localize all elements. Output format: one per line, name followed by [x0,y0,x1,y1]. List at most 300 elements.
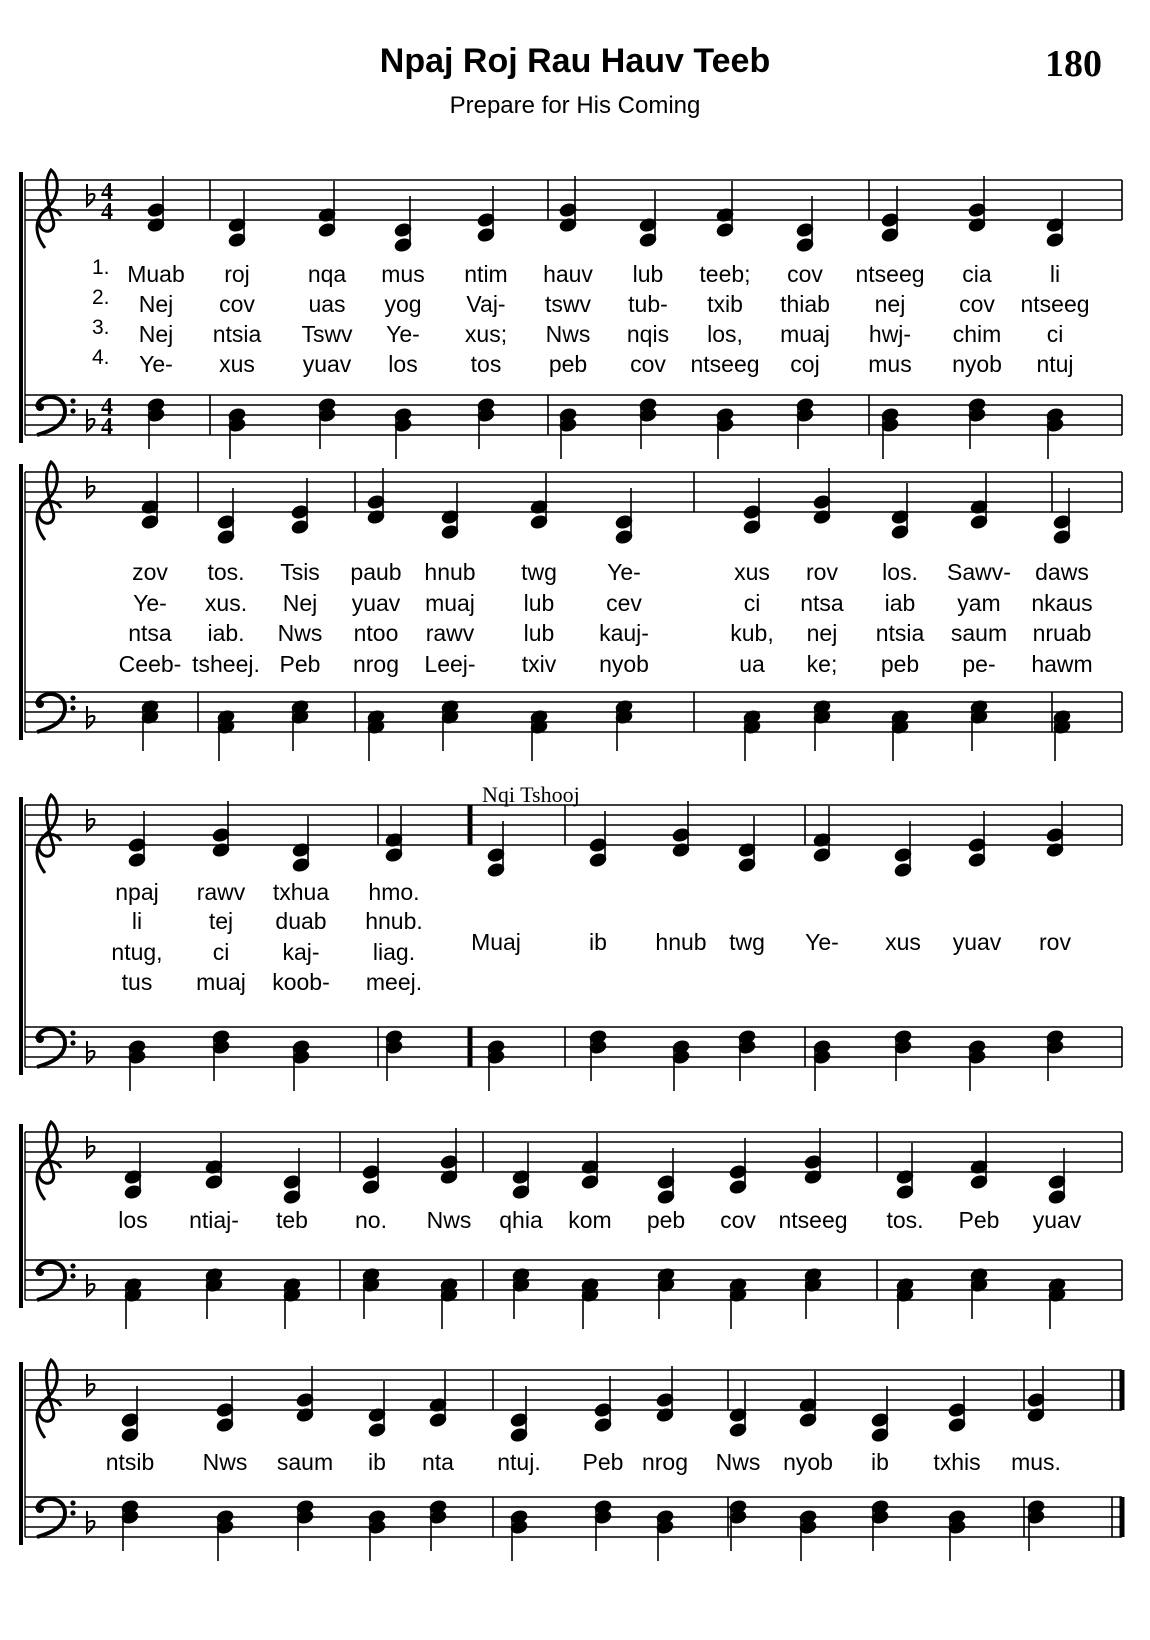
notehead [743,505,761,520]
notehead [291,505,309,520]
lyric-syllable: Tswv [301,321,353,347]
lyric-syllable: tos. [886,1207,924,1233]
notehead [394,238,412,253]
lyric-syllable: rov [806,559,838,585]
lyric-syllable: Sawv- [947,559,1011,585]
lyric-syllable: cov [720,1207,756,1233]
lyric-syllable: qhia [499,1207,543,1233]
lyric-syllable: Peb [582,1449,624,1475]
refrain-lyrics [118,1207,1081,1233]
verse-number: 3. [92,316,110,339]
lyric-syllable: kom [568,1207,612,1233]
lyric-syllable: Nws [715,1449,761,1475]
lyric-syllable: peb [646,1207,686,1233]
bass-staff [25,394,1122,459]
bass-clef-icon [36,403,44,411]
bass-clef-icon [70,695,75,700]
notehead [1046,233,1064,248]
lyric-syllable: li [131,908,143,934]
lyric-syllable: yuav [952,929,1002,955]
lyric-syllable: Nej [282,590,318,616]
lyric-syllable: peb [548,351,588,377]
lyric-syllable: hnub. [365,908,423,934]
lyric-syllable: Muab [127,261,185,287]
flat-sign-icon [87,476,95,498]
notehead [594,1403,612,1418]
notehead [291,520,309,535]
notehead [594,1418,612,1433]
notehead [147,203,165,218]
verse-number: 1. [92,256,110,279]
lyric-syllable: hawm [1031,651,1093,677]
bass-clef-icon [37,1029,65,1067]
verse-number: 2. [92,286,110,309]
notehead [796,238,814,253]
lyric-syllable: Vaj- [466,291,506,317]
lyric-syllable: ntseeg [1020,291,1090,317]
time-signature: 4 [101,414,113,440]
treble-clef-icon [37,170,61,248]
bass-clef-icon [36,1035,44,1043]
lyric-syllable: nej [806,620,838,646]
lyric-syllable: hauv [543,261,593,287]
lyric-syllable: cov [959,291,995,317]
notehead [283,1190,301,1205]
lyric-syllable: ci [212,939,230,965]
lyric-syllable: ntseeg [778,1207,848,1233]
notehead [589,838,607,853]
lyric-syllable: chim [952,321,1002,347]
lyric-syllable: lub [523,620,555,646]
lyric-syllable: ntim [464,261,508,287]
bass-clef-icon [70,705,75,710]
notehead [318,223,336,238]
lyric-syllable: ntseeg [855,261,925,287]
lyric-syllable: ntsia [212,321,262,347]
lyric-syllable: Nws [426,1207,472,1233]
lyric-syllable: zov [132,559,168,585]
lyric-syllable: liag. [372,939,416,965]
lyric-syllable: iab. [207,620,245,646]
notehead [121,1428,139,1443]
treble-staff [25,170,1122,252]
notehead [656,1393,674,1408]
lyric-syllable: Leej- [424,651,476,677]
lyric-syllable: kaj- [282,939,320,965]
lyric-syllable: nyob [783,1449,833,1475]
lyric-syllable: ntug, [111,939,163,965]
lyric-syllable: Ye- [607,559,641,585]
lyric-syllable: meej. [365,969,423,995]
lyric-syllable: Peb [958,1207,1000,1233]
flat-sign-icon [87,706,95,728]
lyric-syllable: muaj [780,321,830,347]
notehead [968,853,986,868]
notehead [228,233,246,248]
lyric-syllable: daws [1035,559,1089,585]
lyric-syllable: tos. [207,559,245,585]
lyric-syllable: txhis [933,1449,981,1475]
notehead [970,515,988,530]
lyric-syllable: yuav [351,590,401,616]
lyric-syllable: ci [1046,321,1064,347]
lyric-syllable: yam [957,590,1001,616]
notehead [487,848,505,863]
lyric-syllable: hnub [655,929,707,955]
hymn-number: 180 [1045,43,1102,85]
lyric-syllable: xus [734,559,770,585]
lyric-syllable: ntuj. [497,1449,541,1475]
notehead [813,848,831,863]
verse-4-lyrics [119,651,1093,677]
lyric-syllable: ntuj [1036,351,1074,377]
notehead [813,495,831,510]
notehead [510,1413,528,1428]
notehead [589,853,607,868]
notehead [804,1155,822,1170]
notehead [729,1423,747,1438]
flat-sign-icon [87,1511,95,1533]
notehead [141,515,159,530]
lyric-syllable: yuav [1032,1207,1082,1233]
lyric-syllable: saum [276,1449,334,1475]
lyric-syllable: txib [707,291,743,317]
lyric-syllable: ci [743,590,761,616]
lyric-syllable: Peb [279,651,321,677]
notehead [559,203,577,218]
refrain-lyrics [471,929,1071,955]
notehead [738,858,756,873]
lyric-syllable: Ye- [805,929,839,955]
lyric-syllable: los. [882,559,918,585]
notehead [948,1418,966,1433]
notehead [672,828,690,843]
lyric-syllable: kub, [730,620,774,646]
notehead [394,223,412,238]
bass-staff [25,1260,1122,1329]
flat-sign-icon [87,809,95,831]
treble-staff [25,1360,1122,1442]
notehead [1027,1393,1045,1408]
lyric-syllable: mus [868,351,912,377]
lyric-syllable: Muaj [471,929,521,955]
lyric-syllable: ntiaj- [189,1207,239,1233]
notehead [212,828,230,843]
lyric-syllable: cev [606,590,642,616]
lyric-syllable: hwj- [868,321,912,347]
notehead [385,848,403,863]
lyric-syllable: Ye- [139,351,173,377]
notehead [881,213,899,228]
time-signature: 4 [101,179,113,205]
lyric-syllable: tsheej. [192,651,260,677]
verse-number: 4. [92,346,110,369]
bass-clef-icon [36,700,44,708]
notehead [729,1180,747,1195]
lyric-syllable: ke; [806,651,838,677]
notehead [871,1413,889,1428]
notehead [615,530,633,545]
notehead [429,1413,447,1428]
flat-sign-icon [87,409,95,431]
verse-4-lyrics [92,346,1074,377]
lyric-syllable: npaj [115,879,159,905]
verse-1-lyrics [132,559,1089,585]
lyric-syllable: hnub [424,559,476,585]
notehead [1048,1190,1066,1205]
notehead [477,213,495,228]
lyric-syllable: los [388,351,418,377]
notehead [896,1185,914,1200]
treble-staff [25,462,1122,544]
verse-2-lyrics [133,590,1093,616]
lyric-syllable: kauj- [599,620,649,646]
lyric-syllable: nqa [307,261,347,287]
bass-clef-icon [70,1030,75,1035]
verse-4-lyrics [122,969,422,995]
lyric-syllable: los [118,1207,148,1233]
notehead [1046,828,1064,843]
bass-clef-icon [70,1040,75,1045]
flat-sign-icon [87,1136,95,1158]
lyric-syllable: cov [630,351,666,377]
notehead [121,1413,139,1428]
lyric-syllable: ib [871,1449,889,1475]
notehead [881,228,899,243]
notehead [729,1165,747,1180]
notehead [1048,1175,1066,1190]
notehead [296,1393,314,1408]
notehead [657,1190,675,1205]
notehead [968,203,986,218]
hymn-subtitle: Prepare for His Coming [449,92,701,119]
lyric-syllable: nta [422,1449,454,1475]
notehead [871,1428,889,1443]
lyric-syllable: ib [368,1449,386,1475]
lyric-syllable: paub [350,559,402,585]
lyric-syllable: mus [381,261,425,287]
notehead [530,515,548,530]
lyric-syllable: muaj [196,969,246,995]
notehead [510,1428,528,1443]
lyric-syllable: thiab [780,291,830,317]
bass-clef-icon [36,1505,44,1513]
notehead [894,863,912,878]
lyric-syllable: ntsa [128,620,172,646]
lyric-syllable: muaj [425,590,475,616]
treble-clef-icon [37,462,61,540]
bass-clef-icon [36,1268,44,1276]
notehead [205,1175,223,1190]
notehead [743,520,761,535]
time-signature: 4 [101,394,113,420]
lyric-syllable: yog [384,291,422,317]
lyric-syllable: xus [219,351,255,377]
lyric-syllable: cia [962,261,992,287]
lyric-syllable: teeb; [699,261,751,287]
bass-staff [25,1497,1122,1561]
time-signature: 4 [101,199,113,225]
treble-staff [25,1122,1122,1204]
verse-1-lyrics [115,879,419,905]
lyric-syllable: koob- [272,969,330,995]
lyric-syllable: mus. [1011,1449,1061,1475]
lyric-syllable: coj [790,351,820,377]
flat-sign-icon [87,1274,95,1296]
flat-sign-icon [87,184,95,206]
verse-3-lyrics [92,316,1063,347]
lyric-syllable: nqis [626,321,670,347]
lyric-syllable: cov [219,291,255,317]
lyric-syllable: tej [208,908,234,934]
treble-clef-icon [37,795,61,873]
lyric-syllable: ntsib [105,1449,155,1475]
lyric-syllable: nyob [599,651,649,677]
lyric-syllable: Ye- [133,590,167,616]
lyric-syllable: nyob [952,351,1002,377]
bass-clef-icon [70,1510,75,1515]
notehead [441,525,459,540]
notehead [487,863,505,878]
notehead [1053,515,1071,530]
lyric-syllable: xus. [204,590,248,616]
lyric-syllable: tub- [628,291,668,317]
lyric-syllable: roj [224,261,250,287]
notehead [124,1185,142,1200]
notehead [512,1185,530,1200]
lyric-syllable: tus [121,969,153,995]
notehead [615,515,633,530]
notehead [891,525,909,540]
lyric-syllable: nrog [641,1449,689,1475]
bass-clef-icon [70,1500,75,1505]
notehead [970,1175,988,1190]
lyric-syllable: yuav [302,351,352,377]
lyric-syllable: los, [707,321,743,347]
notehead [657,1175,675,1190]
notehead [128,853,146,868]
verse-1-lyrics [92,256,1060,287]
lyric-syllable: Nws [202,1449,248,1475]
lyric-syllable: Nws [545,321,591,347]
notehead [362,1165,380,1180]
treble-clef-icon [37,1360,61,1438]
lyric-syllable: Ye- [386,321,420,347]
lyric-syllable: ib [589,929,607,955]
notehead [216,1418,234,1433]
lyric-syllable: xus [885,929,921,955]
lyric-syllable: ntoo [353,620,399,646]
lyric-syllable: Ceeb- [118,651,182,677]
lyric-syllable: rawv [425,620,475,646]
lyric-syllable: Nws [277,620,323,646]
lyric-syllable: ntsia [875,620,925,646]
bass-clef-icon [37,694,65,732]
lyric-syllable: txhua [272,879,330,905]
lyric-syllable: tos [470,351,502,377]
refrain-lyrics [106,1449,1061,1475]
lyric-syllable: duab [275,908,327,934]
lyric-syllable: uas [308,291,346,317]
notehead [217,515,235,530]
lyric-syllable: peb [880,651,920,677]
notehead [639,233,657,248]
lyric-syllable: teb [276,1207,308,1233]
lyric-syllable: Tsis [280,559,320,585]
notehead [796,223,814,238]
lyric-syllable: ua [739,651,765,677]
notehead [367,495,385,510]
verse-2-lyrics [132,908,423,934]
notehead [799,1413,817,1428]
lyric-syllable: nkaus [1031,590,1093,616]
lyric-syllable: saum [950,620,1008,646]
bass-clef-icon [37,1499,65,1537]
notehead [716,223,734,238]
verse-2-lyrics [92,286,1090,317]
flat-sign-icon [87,1041,95,1063]
bass-clef-icon [37,1262,65,1300]
lyric-syllable: nrog [352,651,400,677]
notehead [283,1175,301,1190]
lyric-syllable: tswv [545,291,591,317]
bass-clef-icon [37,397,65,435]
notehead [948,1403,966,1418]
notehead [477,228,495,243]
notehead [1053,530,1071,545]
bass-clef-icon [70,398,75,403]
lyric-syllable: cov [787,261,823,287]
notehead [440,1155,458,1170]
lyric-syllable: li [1049,261,1061,287]
lyric-syllable: Nej [138,291,174,317]
lyric-syllable: xus; [464,321,508,347]
notehead [368,1423,386,1438]
notehead [968,838,986,853]
lyric-syllable: iab [884,590,916,616]
bass-clef-icon [70,1273,75,1278]
lyric-syllable: lub [523,590,555,616]
notehead [362,1180,380,1195]
lyric-syllable: ntsa [800,590,844,616]
lyric-syllable: Nej [138,321,174,347]
hymn-title: Npaj Roj Rau Hauv Teeb [379,42,771,80]
notehead [581,1175,599,1190]
lyric-syllable: no. [355,1207,387,1233]
refrain-label: Nqi Tshooj [482,782,580,807]
verse-3-lyrics [128,620,1091,646]
lyric-syllable: pe- [962,651,996,677]
lyric-syllable: rov [1039,929,1071,955]
flat-sign-icon [87,1374,95,1396]
lyric-syllable: nej [874,291,906,317]
lyric-syllable: txiv [521,651,557,677]
treble-clef-icon [37,1122,61,1200]
bass-staff [25,1027,1122,1091]
notehead [128,838,146,853]
bass-clef-icon [70,408,75,413]
lyric-syllable: ntseeg [690,351,760,377]
bass-staff [25,692,1122,761]
lyric-syllable: rawv [196,879,246,905]
notehead [292,858,310,873]
lyric-syllable: nruab [1032,620,1092,646]
lyric-syllable: lub [632,261,664,287]
treble-staff [25,795,1122,877]
lyric-syllable: twg [521,559,557,585]
verse-3-lyrics [111,939,415,965]
lyric-syllable: twg [729,929,765,955]
